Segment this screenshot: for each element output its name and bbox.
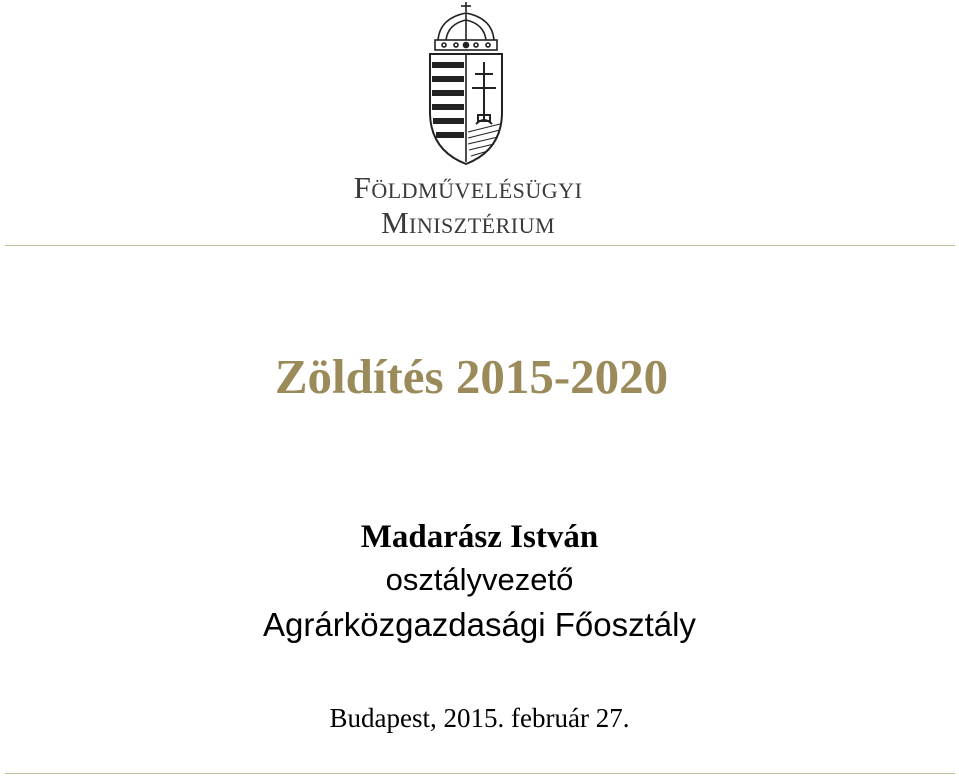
- presenter-name: Madarász István: [360, 519, 599, 555]
- presentation-date: Budapest, 2015. február 27.: [329, 703, 630, 733]
- presenter-role: osztályvezető: [385, 562, 574, 597]
- footer-divider: [5, 773, 955, 774]
- slide-title: Zöldítés 2015-2020: [274, 349, 669, 404]
- ministry-name-line2: Minisztérium: [380, 205, 556, 240]
- hungarian-coat-of-arms-icon: [426, 0, 506, 166]
- header-divider: [5, 245, 955, 246]
- presenter-department: Agrárközgazdasági Főosztály: [263, 606, 696, 643]
- ministry-name-line1: Földművelésügyi: [353, 170, 583, 205]
